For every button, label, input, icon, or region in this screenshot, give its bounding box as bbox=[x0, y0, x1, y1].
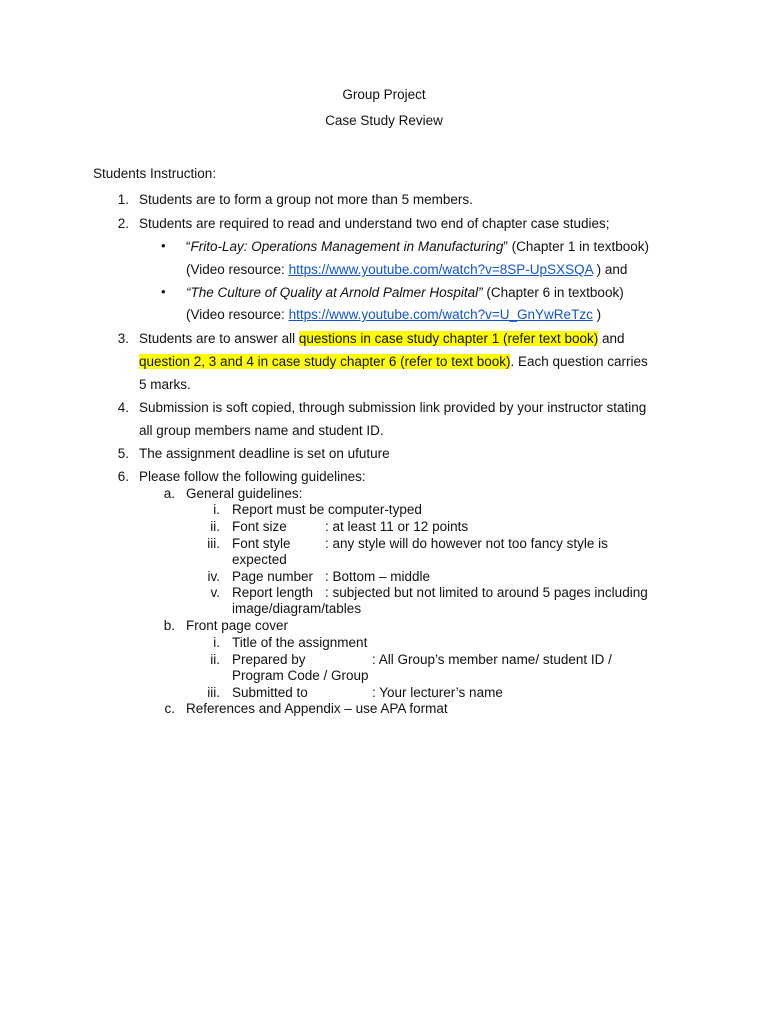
section-heading: Students Instruction: bbox=[93, 166, 217, 181]
cover-continuation: Program Code / Group bbox=[232, 668, 369, 683]
case-study-line: “Frito-Lay: Operations Management in Manufacturing” (Chapter 1 in textbook) bbox=[186, 239, 649, 254]
item-text: all group members name and student ID. bbox=[139, 423, 384, 438]
guideline-value: : subjected but not limited to around 5 pages including bbox=[325, 585, 648, 600]
item-text: 5 marks. bbox=[139, 377, 191, 392]
video-link[interactable]: https://www.youtube.com/watch?v=8SP-UpSXSQA bbox=[288, 262, 593, 277]
video-link[interactable]: https://www.youtube.com/watch?v=U_GnYwReTzc bbox=[288, 307, 593, 322]
cover-label: Submitted to bbox=[232, 685, 308, 700]
document-subtitle: Case Study Review bbox=[325, 113, 443, 128]
item-number: 5. bbox=[117, 446, 129, 461]
item-number: 6. bbox=[117, 469, 129, 484]
guideline-label: Font size bbox=[232, 519, 287, 534]
guideline-continuation: image/diagram/tables bbox=[232, 601, 362, 616]
video-resource-line: (Video resource: https://www.youtube.com/watch?v=8SP-UpSXSQA ) and bbox=[186, 262, 628, 277]
subitem-letter: b. bbox=[163, 618, 175, 633]
cover-label: Prepared by bbox=[232, 652, 306, 667]
subitem-text: General guidelines: bbox=[186, 486, 303, 501]
item-text: Students are to answer all questions in case study chapter 1 (refer text book) and bbox=[139, 331, 625, 346]
guideline-value: : any style will do however not too fancy style is bbox=[325, 536, 608, 551]
item-number: 3. bbox=[117, 331, 129, 346]
roman-numeral: v. bbox=[210, 585, 220, 600]
guideline-label: Page number bbox=[232, 569, 314, 584]
roman-numeral: ii. bbox=[210, 519, 220, 534]
guideline-label: Report must be computer-typed bbox=[232, 502, 422, 517]
subitem-letter: c. bbox=[164, 701, 175, 716]
item-text: Students are required to read and understand two end of chapter case studies; bbox=[139, 216, 610, 231]
roman-numeral: iv. bbox=[207, 569, 220, 584]
guideline-value: : Bottom – middle bbox=[325, 569, 431, 584]
item-text: Submission is soft copied, through submission link provided by your instructor stating bbox=[139, 400, 647, 415]
case-study-title: “The Culture of Quality at Arnold Palmer Hospital” bbox=[186, 285, 483, 300]
roman-numeral: i. bbox=[213, 635, 220, 650]
video-resource-line: (Video resource: https://www.youtube.com/watch?v=U_GnYwReTzc ) bbox=[186, 307, 602, 322]
cover-value: : All Group’s member name/ student ID / bbox=[372, 652, 612, 667]
guideline-label: Font style bbox=[232, 536, 291, 551]
item-text: Please follow the following guidelines: bbox=[139, 469, 366, 484]
subitem-text: Front page cover bbox=[186, 618, 289, 633]
item-number: 4. bbox=[117, 400, 129, 415]
item-text: question 2, 3 and 4 in case study chapter 6 (refer to text book). Each question carries bbox=[139, 354, 648, 369]
highlighted-text: question 2, 3 and 4 in case study chapter 6 (refer to text book) bbox=[139, 354, 511, 369]
bullet-icon: • bbox=[161, 284, 166, 299]
item-number: 2. bbox=[117, 216, 129, 231]
cover-label: Title of the assignment bbox=[232, 635, 368, 650]
case-study-title: Frito-Lay: Operations Management in Manufacturing bbox=[190, 239, 504, 254]
guideline-value: : at least 11 or 12 points bbox=[325, 519, 469, 534]
highlighted-text: questions in case study chapter 1 (refer text book) bbox=[298, 331, 599, 346]
case-study-line: “The Culture of Quality at Arnold Palmer Hospital” (Chapter 6 in textbook) bbox=[186, 285, 624, 300]
item-number: 1. bbox=[117, 192, 129, 207]
roman-numeral: iii. bbox=[207, 536, 220, 551]
subitem-text: References and Appendix – use APA format bbox=[186, 701, 448, 716]
roman-numeral: i. bbox=[213, 502, 220, 517]
cover-value: : Your lecturer’s name bbox=[372, 685, 503, 700]
item-text: Students are to form a group not more than 5 members. bbox=[139, 192, 473, 207]
guideline-label: Report length bbox=[232, 585, 314, 600]
roman-numeral: ii. bbox=[210, 652, 220, 667]
guideline-continuation: expected bbox=[232, 552, 287, 567]
item-text: The assignment deadline is set on ufuture bbox=[139, 446, 390, 461]
bullet-icon: • bbox=[161, 238, 166, 253]
roman-numeral: iii. bbox=[207, 685, 220, 700]
document-title: Group Project bbox=[342, 87, 426, 102]
subitem-letter: a. bbox=[163, 486, 175, 501]
